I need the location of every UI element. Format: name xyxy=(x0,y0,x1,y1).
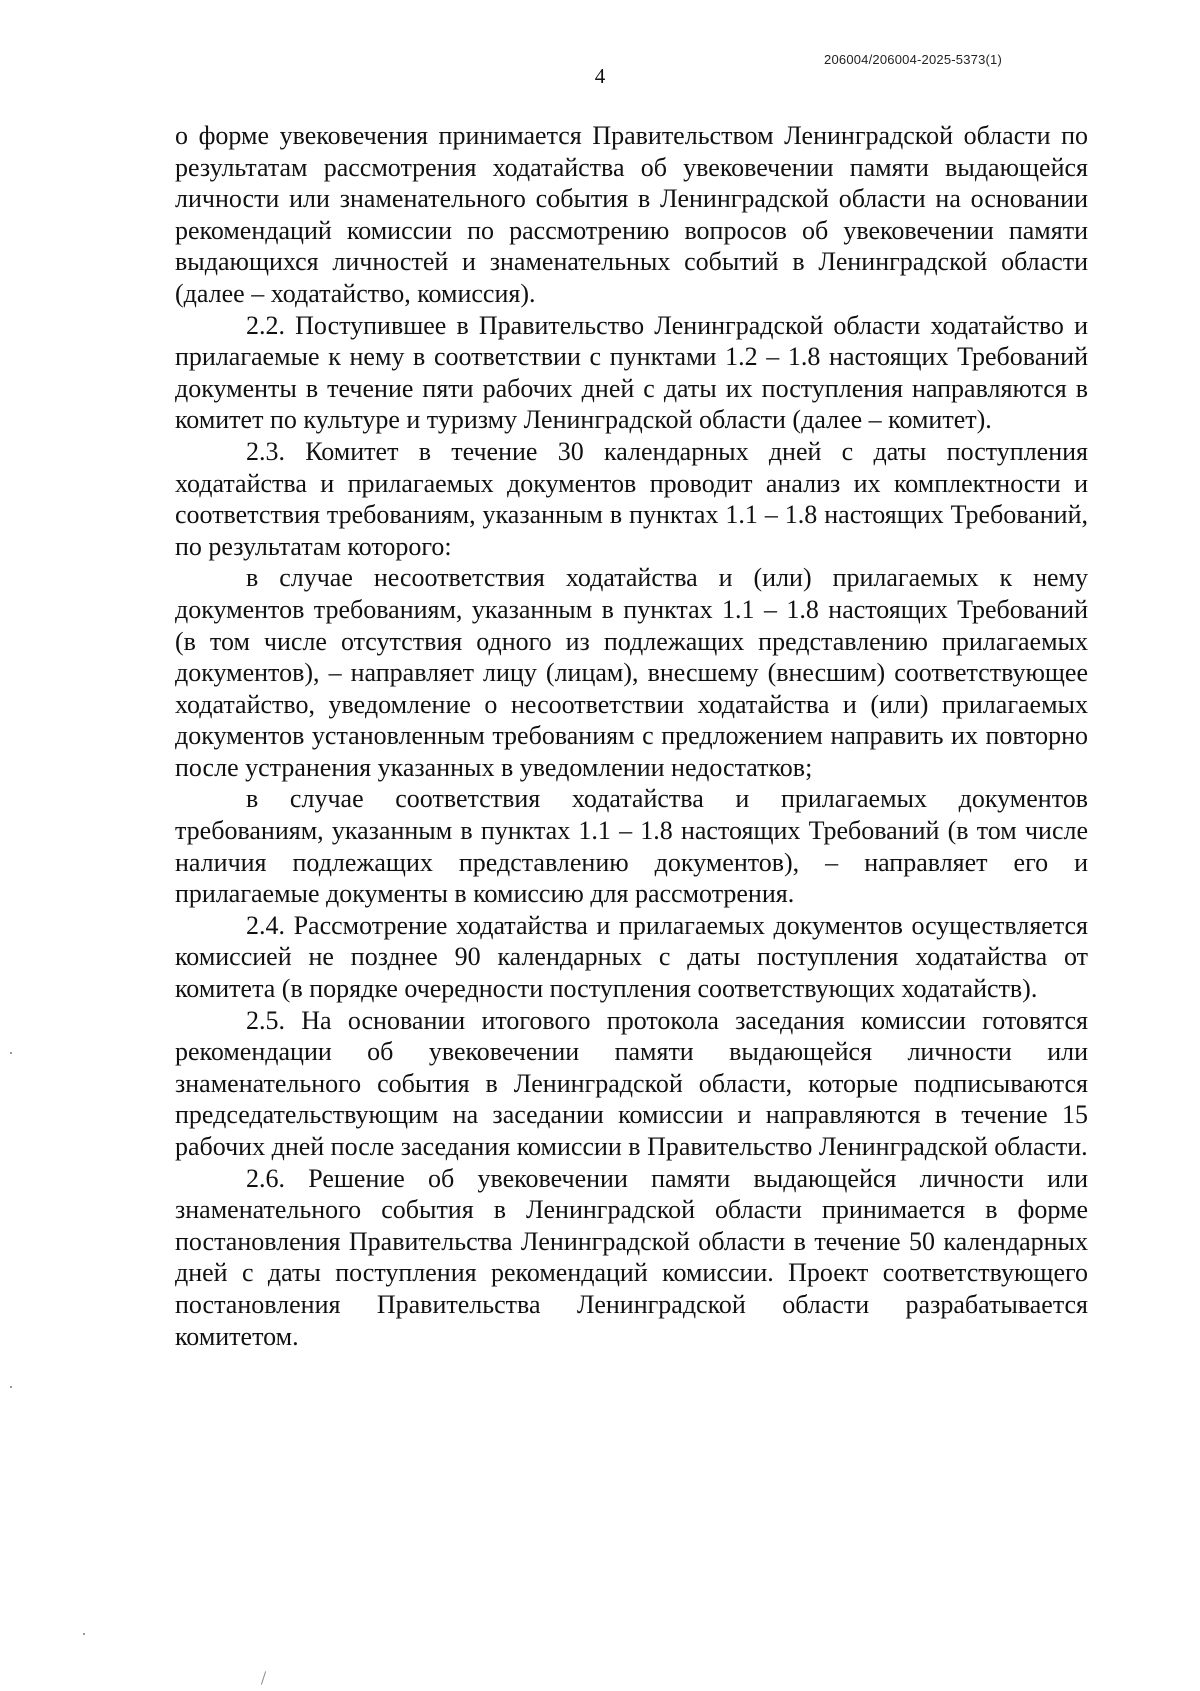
paragraph-2-1-continuation: о форме увековечения принимается Правительством Ленинградской области по результатам рассмотрения ходатайства об увековечении памяти выдающейся личности или знаменательного события в Ленинградской области на основании рекомендаций комиссии по рассмотрению вопросов об увековечении памяти выдающихся личностей и знаменательных событий в Ленинградской области (далее – ходатайство, комиссия). xyxy=(175,121,1088,308)
paragraph-2-3-noncompliance-case: в случае несоответствия ходатайства и (или) прилагаемых к нему документов требованиям, указанным в пунктах 1.1 – 1.8 настоящих Требований (в том числе отсутствия одного из подлежащих представлению прилагаемых документов), – направляет лицу (лицам), внесшему (внесшим) соответствующее ходатайство, уведомление о несоответствии ходатайства и (или) прилагаемых документов установленным требованиям с предложением направить их повторно после устранения указанных в уведомлении недостатков; xyxy=(175,563,1088,782)
paragraph-2-3: 2.3. Комитет в течение 30 календарных дней с даты поступления ходатайства и прилагаемых документов проводит анализ их комплектности и соответствия требованиям, указанным в пунктах 1.1 – 1.8 настоящих Требований, по результатам которого: xyxy=(175,436,1088,561)
paragraph-2-4: 2.4. Рассмотрение ходатайства и прилагаемых документов осуществляется комиссией не позднее 90 календарных с даты поступления ходатайства от комитета (в порядке очередности поступления соответствующих ходатайств). xyxy=(175,910,1088,1004)
page-number: 4 xyxy=(594,64,606,88)
scan-speck xyxy=(83,1633,85,1635)
scan-speck xyxy=(10,1386,12,1388)
scan-speck xyxy=(10,1052,12,1054)
document-body xyxy=(175,120,1088,1352)
scan-mark xyxy=(261,1671,266,1685)
document-registration-number: 206004/206004-2025-5373(1) xyxy=(824,52,1002,67)
paragraph-2-3-compliance-case: в случае соответствия ходатайства и прилагаемых документов требованиям, указанным в пунктах 1.1 – 1.8 настоящих Требований (в том числе наличия подлежащих представлению документов), – направляет его и прилагаемые документы в комиссию для рассмотрения. xyxy=(175,784,1088,909)
paragraph-2-2: 2.2. Поступившее в Правительство Ленинградской области ходатайство и прилагаемые к нему в соответствии с пунктами 1.2 – 1.8 настоящих Требований документы в течение пяти рабочих дней с даты их поступления направляются в комитет по культуре и туризму Ленинградской области (далее – комитет). xyxy=(175,310,1088,435)
paragraph-2-6: 2.6. Решение об увековечении памяти выдающейся личности или знаменательного события в Ленинградской области принимается в форме постановления Правительства Ленинградской области в течение 50 календарных дней с даты поступления рекомендаций комиссии. Проект соответствующего постановления Правительства Ленинградской области разрабатывается комитетом. xyxy=(175,1163,1088,1351)
paragraph-2-5: 2.5. На основании итогового протокола заседания комиссии готовятся рекомендации об увековечении памяти выдающейся личности или знаменательного события в Ленинградской области, которые подписываются председательствующим на заседании комиссии и направляются в течение 15 рабочих дней после заседания комиссии в Правительство Ленинградской области. xyxy=(175,1005,1088,1161)
